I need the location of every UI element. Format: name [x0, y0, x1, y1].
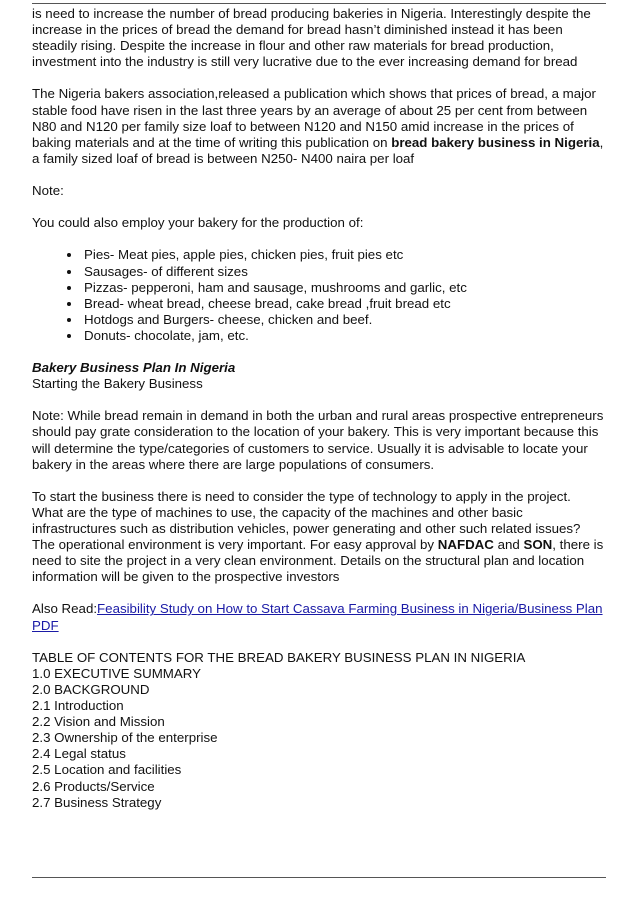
toc-item: 1.0 EXECUTIVE SUMMARY [32, 665, 201, 681]
section-heading: Bakery Business Plan In Nigeria [32, 360, 236, 376]
intro-paragraph: is need to increase the number of bread producing bakeries in Nigeria. Interestingly despite the increase in the prices of bread the demand for bread hasn’t diminished instead it has been steadily rising. Despite the increase in flour and other raw materials for bread production, investment into the industry is still very lucrative due to the ever increasing demand for bread [32, 6, 591, 70]
son-keyword: SON [523, 537, 553, 553]
also-read-block [32, 601, 610, 633]
section-heading-block [32, 360, 610, 392]
location-note-paragraph: Note: While bread remain in demand in both the urban and rural areas prospective entrepreneurs should pay grate consideration to the location of your bakery. This is very important because this will determine the type/categories of customers to service. Usually it is advisable to locate your bakery in the areas where there are large populations of consumers. [32, 408, 604, 472]
page-top-rule [32, 3, 606, 4]
products-list [32, 247, 610, 344]
toc-item: 2.5 Location and facilities [32, 762, 182, 778]
cassava-feasibility-link[interactable]: Feasibility Study on How to Start Cassava Farming Business in Nigeria/Business Plan PDF [32, 601, 603, 633]
environment-and: and [493, 537, 524, 553]
list-item: • Hotdogs and Burgers- cheese, chicken and beef. [82, 312, 610, 328]
list-item: • Pies- Meat pies, apple pies, chicken pies, fruit pies etc [82, 247, 610, 263]
table-of-contents [32, 650, 610, 811]
toc-item: 2.3 Ownership of the enterprise [32, 730, 218, 746]
environment-text-end: , there is need to site the project in a very clean environment. Details on the structural plan and location information will be given to the prospective investors [32, 537, 604, 585]
section-subheading: Starting the Bakery Business [32, 376, 203, 392]
page-bottom-rule [32, 877, 606, 878]
technology-line-2: What are the type of machines to use, the capacity of the machines and other basic infrastructures such as distribution vehicles, power generating and other such related issues? [32, 504, 581, 536]
toc-item: 2.6 Products/Service [32, 778, 155, 794]
bakers-paragraph-end: , a family sized loaf of bread is between N250- N400 naira per loaf [32, 134, 604, 166]
toc-title: TABLE OF CONTENTS FOR THE BREAD BAKERY BUSINESS PLAN IN NIGERIA [32, 649, 526, 665]
toc-item: 2.0 BACKGROUND [32, 681, 150, 697]
environment-text: The operational environment is very important. For easy approval by [32, 537, 438, 553]
bakers-paragraph-text: The Nigeria bakers association,released a publication which shows that prices of bread, a major stable food have risen in the last three years by an average of about 25 per cent from between N80 and N120 per family size loaf to between N120 and N150 amid increase in the prices of baking materials and at the time of writing this publication on [32, 86, 596, 150]
list-item: • Bread- wheat bread, cheese bread, cake bread ,fruit bread etc [82, 296, 610, 312]
toc-item: 2.4 Legal status [32, 746, 126, 762]
list-item: • Donuts- chocolate, jam, etc. [82, 328, 610, 344]
bakery-business-keyword: bread bakery business in Nigeria [391, 134, 600, 150]
toc-item: 2.2 Vision and Mission [32, 714, 165, 730]
employ-intro: You could also employ your bakery for the production of: [32, 215, 364, 231]
list-item: • Sausages- of different sizes [82, 264, 610, 280]
technology-paragraph [32, 489, 610, 586]
list-item: • Pizzas- pepperoni, ham and sausage, mushrooms and garlic, etc [82, 280, 610, 296]
nafdac-keyword: NAFDAC [437, 537, 494, 553]
toc-item: 2.1 Introduction [32, 698, 124, 714]
technology-line-1: To start the business there is need to consider the type of technology to apply in the project. [32, 488, 571, 504]
document-body [32, 6, 610, 811]
toc-item: 2.7 Business Strategy [32, 794, 162, 810]
also-read-label: Also Read: [32, 601, 98, 617]
bakers-association-paragraph [32, 86, 610, 166]
note-label: Note: [32, 183, 64, 199]
